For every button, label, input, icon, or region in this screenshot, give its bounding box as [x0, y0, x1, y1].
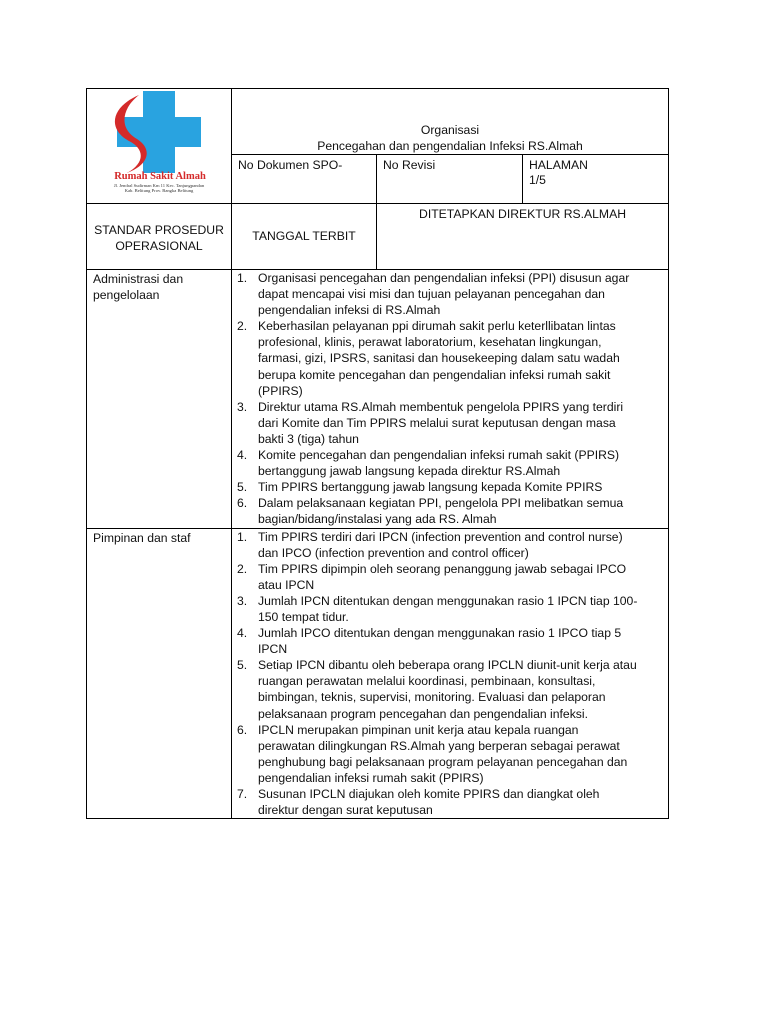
list-item-line: ruangan perawatan melalui koordinasi, pembinaan, konsultasi,: [258, 674, 596, 689]
list-item-line: pelaksanaan program pencegahan dan pengendalian infeksi.: [258, 706, 588, 721]
sop-table: [86, 88, 669, 819]
list-item-line: perawatan dilingkungan RS.Almah yang berperan sebagai perawat: [258, 738, 620, 753]
list-item-line: Komite pencegahan dan pengendalian infeksi rumah sakit (PPIRS): [258, 448, 620, 463]
list-item-line: atau IPCN: [258, 577, 315, 592]
doc-title: Organisasi: [420, 123, 480, 137]
doc-subtitle: Pencegahan dan pengendalian Infeksi RS.Almah: [317, 139, 583, 153]
list-item: [232, 657, 668, 721]
list-item-line: pengendalian infeksi rumah sakit (PPIRS): [258, 770, 484, 785]
section-label-line: Administrasi dan: [93, 272, 184, 286]
list-item-line: pengendalian infeksi di RS.Almah: [258, 303, 441, 318]
sop-document: [86, 88, 668, 819]
list-item: [232, 495, 668, 527]
list-item-line: Jumlah IPCN ditentukan dengan menggunakan rasio 1 IPCN tiap 100-: [258, 593, 638, 608]
list-item-line: Organisasi pencegahan dan pengendalian infeksi (PPI) disusun agar: [258, 271, 630, 285]
list-item-line: Setiap IPCN dibantu oleh beberapa orang IPCLN diunit-unit kerja atau: [258, 658, 637, 673]
list-item-number: 7.: [237, 787, 248, 801]
hospital-name: Rumah Sakit Almah: [114, 171, 206, 182]
hospital-address: [89, 183, 229, 194]
list-item: [232, 447, 668, 479]
doc-number-label: No Dokumen SPO-: [238, 158, 343, 172]
page-cell: [523, 155, 669, 204]
list-item-line: profesional, klinis, perawat laboratorium, kesehatan lingkungan,: [258, 335, 602, 350]
address-line-1: Jl. Jendral Sudirman Km 11 Kec. Tanjungpandan: [113, 183, 205, 188]
list-item-line: berupa komite pencegahan dan pengendalian infeksi rumah sakit: [258, 367, 611, 382]
list-item-line: bagian/bidang/instalasi yang ada RS. Almah: [258, 512, 497, 527]
numbered-list: [232, 529, 668, 819]
section-label-pimpinan: [87, 528, 232, 819]
section-label-line: pengelolaan: [93, 288, 160, 303]
hospital-logo: [87, 89, 231, 194]
doc-number-cell: [232, 155, 377, 204]
list-item-number: 5.: [237, 480, 248, 495]
list-item: [232, 561, 668, 593]
list-item-line: bertanggung jawab langsung kepada direktur RS.Almah: [258, 464, 561, 479]
logo-cell: [87, 89, 232, 204]
list-item-number: 2.: [237, 319, 248, 334]
list-item-line: IPCLN merupakan pimpinan unit kerja atau kepala ruangan: [258, 722, 579, 737]
section-label-administrasi: [87, 270, 232, 529]
list-item-line: bakti 3 (tiga) tahun: [258, 431, 359, 446]
list-item-number: 4.: [237, 448, 248, 463]
list-item: [232, 529, 668, 561]
list-item-line: dapat mencapai visi misi dan tujuan pelayanan pencegahan dan: [258, 287, 605, 302]
list-item-number: 1.: [237, 271, 248, 285]
list-item-line: farmasi, gizi, IPSRS, sanitasi dan housekeeping dalam satu wadah: [258, 351, 620, 366]
address-line-2: Kab. Belitung Prov. Bangka Belitung: [124, 188, 194, 194]
list-item: [232, 786, 668, 818]
list-item-number: 1.: [237, 529, 248, 544]
page-value: 1/5: [529, 173, 546, 187]
list-item-line: Dalam pelaksanaan kegiatan PPI, pengelola PPI melibatkan semua: [258, 496, 624, 511]
list-item: [232, 270, 668, 318]
list-item: [232, 625, 668, 657]
list-item-line: Tim PPIRS terdiri dari IPCN (infection prevention and control nurse): [258, 529, 623, 544]
list-item-number: 6.: [237, 496, 248, 511]
spo-cell: [87, 204, 232, 270]
list-item-number: 6.: [237, 722, 248, 737]
list-item-number: 3.: [237, 399, 248, 414]
numbered-list: [232, 270, 668, 528]
section-content-administrasi: [232, 270, 669, 529]
list-item-number: 3.: [237, 593, 248, 608]
list-item: [232, 399, 668, 447]
approval-label: DITETAPKAN DIREKTUR RS.ALMAH: [419, 207, 627, 221]
list-item-line: Susunan IPCLN diajukan oleh komite PPIRS dan diangkat oleh: [258, 787, 600, 801]
issued-date-cell: [232, 204, 377, 270]
spo-line-1: STANDAR PROSEDUR: [94, 222, 224, 237]
list-item-line: penghubung bagi pelaksanaan program pelayanan pencegahan dan: [258, 754, 628, 769]
list-item-line: dan IPCO (infection prevention and control officer): [258, 545, 529, 560]
list-item: [232, 593, 668, 625]
list-item: [232, 722, 668, 786]
issued-date-label: TANGGAL TERBIT: [252, 229, 356, 244]
list-item-line: direktur dengan surat keputusan: [258, 803, 433, 818]
list-item: [232, 318, 668, 398]
list-item-line: Direktur utama RS.Almah membentuk pengelola PPIRS yang terdiri: [258, 399, 624, 414]
list-item-line: 150 tempat tidur.: [258, 609, 349, 624]
list-item-line: dari Komite dan Tim PPIRS melalui surat keputusan dengan masa: [258, 415, 616, 430]
list-item-line: (PPIRS): [258, 383, 303, 398]
title-cell: [232, 89, 669, 155]
section-content-pimpinan: [232, 528, 669, 819]
revision-cell: [377, 155, 523, 204]
list-item-number: 5.: [237, 658, 248, 673]
section-label-line: Pimpinan dan staf: [93, 530, 191, 545]
approval-cell: [377, 204, 669, 270]
list-item-line: Jumlah IPCO ditentukan dengan menggunakan rasio 1 IPCO tiap 5: [258, 626, 622, 641]
list-item-line: Tim PPIRS bertanggung jawab langsung kepada Komite PPIRS: [258, 480, 603, 495]
list-item-line: bimbingan, teknis, supervisi, monitoring. Evaluasi dan pelaporan: [258, 690, 606, 705]
medical-cross-icon: [87, 89, 231, 173]
list-item-line: Keberhasilan pelayanan ppi dirumah sakit perlu keterllibatan lintas: [258, 319, 616, 334]
list-item-line: IPCN: [258, 642, 288, 657]
spo-line-2: OPERASIONAL: [115, 238, 203, 253]
list-item-line: Tim PPIRS dipimpin oleh seorang penanggung jawab sebagai IPCO: [258, 561, 627, 576]
page-label: HALAMAN: [529, 158, 588, 172]
list-item: [232, 479, 668, 495]
list-item-number: 4.: [237, 626, 248, 641]
list-item-number: 2.: [237, 561, 248, 576]
revision-label: No Revisi: [383, 158, 436, 172]
